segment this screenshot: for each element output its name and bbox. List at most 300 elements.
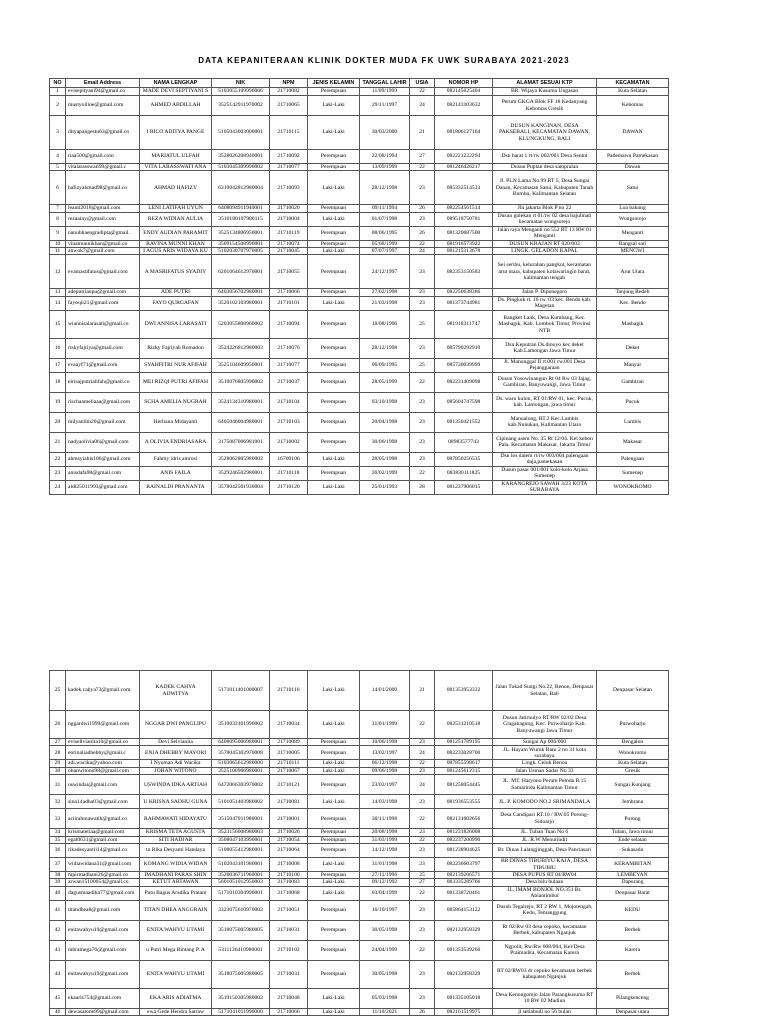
cell-nik: 3515047011980001 <box>212 809 270 829</box>
cell-no: 14 <box>50 296 66 310</box>
cell-no: 24 <box>50 480 66 494</box>
cell-nama: ewa Gede Hendra Satraw <box>140 1008 212 1015</box>
data-table-1 <box>49 78 669 495</box>
cell-no: 16 <box>50 338 66 358</box>
cell-usia: 25 <box>410 872 435 879</box>
cell-email: aldi25011993@gmail.com <box>66 480 140 494</box>
cell-nik: 3510076805990002 <box>212 372 270 392</box>
cell-nama: ENJA DHEBBY MAYORI <box>140 746 212 760</box>
cell-hp: 082254561514 <box>435 205 493 212</box>
cell-npm: 21710074 <box>270 240 308 247</box>
cell-nama: MADE DEVI SEPTIYANI S <box>140 88 212 96</box>
cell-usia: 24 <box>410 775 435 795</box>
cell-no: 46 <box>50 1008 66 1015</box>
cell-tgl: 13/02/1997 <box>360 746 410 760</box>
cell-kec: Tuban, Jawa timur <box>597 829 669 836</box>
cell-jk: Perempuan <box>308 809 360 829</box>
table-row <box>50 205 669 212</box>
cell-nik: 3520036711960001 <box>212 872 270 879</box>
cell-usia: 22 <box>410 760 435 767</box>
cell-npm: 21710104 <box>270 392 308 412</box>
cell-nama: KOMANG WIDIA WIDAN <box>140 858 212 872</box>
cell-no: 25 <box>50 671 66 711</box>
cell-alamat: Jl. Manunggal II rt.001 rw.001 Desa Pejanggaraan <box>493 358 597 372</box>
cell-npm: 21710066 <box>270 1008 308 1015</box>
cell-jk: Laki-Laki <box>308 988 360 1008</box>
cell-email: nadyaolivia06@gmail.com <box>66 432 140 452</box>
cell-email: widiawidana31@gmail.com <box>66 858 140 872</box>
cell-usia: 23 <box>410 412 435 432</box>
table-row <box>50 872 669 879</box>
cell-alamat: JL. IMAM BONJOL NO.351 Br. Abiantimbul <box>493 886 597 900</box>
cell-jk: Laki-Laki <box>308 212 360 226</box>
cell-email: rezaainy@gmail.com <box>66 212 140 226</box>
cell-kec: Sungai Kunjang <box>597 775 669 795</box>
cell-kec: MENGWI <box>597 248 669 255</box>
cell-hp: 082531210518 <box>435 711 493 739</box>
cell-usia: 22 <box>410 372 435 392</box>
cell-nama: I AGUS ARIS WIDAYA KU <box>140 248 212 255</box>
cell-hp: 087850256535 <box>435 452 493 466</box>
cell-usia: 24 <box>410 746 435 760</box>
cell-kec: Gresik <box>597 767 669 774</box>
cell-npm: 21710093 <box>270 171 308 205</box>
table-row <box>50 809 669 829</box>
cell-kec: Manyar <box>597 358 669 372</box>
cell-alamat: Dusun Puptan desa sampralan <box>493 164 597 171</box>
cell-nama: KADEK CAHYA ADWITYA <box>140 671 212 711</box>
cell-jk: Perempuan <box>308 289 360 296</box>
column-header: ALAMAT SESUAI KTP <box>493 79 597 88</box>
cell-nik: 3509154508990001 <box>212 240 270 247</box>
cell-nik: 6403056702980001 <box>212 289 270 296</box>
cell-npm: 21710026 <box>270 829 308 836</box>
cell-nama: ENITA WAHYU UTAMI <box>140 920 212 940</box>
cell-usia: 23 <box>410 920 435 940</box>
cell-nama: ENDY AUDIAN PARAMIT <box>140 226 212 240</box>
cell-tgl: 05/03/1998 <box>360 988 410 1008</box>
cell-email: wiannisalarasati@gmail.co <box>66 310 140 338</box>
cell-alamat: Jalan Usman Sadar No 33 <box>493 767 597 774</box>
cell-nama: RAINALDI PRANANTA <box>140 480 212 494</box>
cell-email: arwan15100054@gmail.co <box>66 879 140 886</box>
cell-npm: 21710089 <box>270 739 308 746</box>
table-row <box>50 226 669 240</box>
table-row <box>50 711 669 739</box>
cell-tgl: 21/03/1998 <box>360 296 410 310</box>
cell-no: 30 <box>50 767 66 774</box>
cell-nik: 6310042812980004 <box>212 171 270 205</box>
table-row <box>50 248 669 255</box>
cell-email: evamastifatus@gmail.com <box>66 255 140 289</box>
cell-kec: Pademawu Pamekasan <box>597 150 669 164</box>
cell-nik: 3525134806950001 <box>212 226 270 240</box>
cell-jk: Perempuan <box>308 920 360 940</box>
cell-jk: Laki-Laki <box>308 171 360 205</box>
cell-email: ekaaris754@gmail.com <box>66 988 140 1008</box>
cell-jk: Perempuan <box>308 829 360 836</box>
cell-tgl: 01/07/1998 <box>360 212 410 226</box>
cell-npm: 21710008 <box>270 858 308 872</box>
cell-nik: 3323075610970002 <box>212 900 270 920</box>
cell-nik: 3175087006981001 <box>212 432 270 452</box>
cell-jk: Laki-Laki <box>308 96 360 116</box>
cell-no: 4 <box>50 150 66 164</box>
cell-no: 7 <box>50 205 66 212</box>
cell-nama: Fahmy idris amrosi <box>140 452 212 466</box>
cell-no: 5 <box>50 164 66 171</box>
cell-alamat: DUSUN KRAJAN RT 020/003 <box>493 240 597 247</box>
cell-jk: Perempuan <box>308 836 360 843</box>
cell-jk: Laki-Laki <box>308 248 360 255</box>
cell-no: 1 <box>50 88 66 96</box>
cell-usia: 24 <box>410 96 435 116</box>
cell-email: rischaameliaaa@gmail.com <box>66 392 140 412</box>
cell-tgl: 31/01/1998 <box>360 858 410 872</box>
cell-no: 34 <box>50 829 66 836</box>
cell-no: 32 <box>50 795 66 809</box>
cell-nik: 5311136410980001 <box>212 940 270 960</box>
cell-tgl: 30/03/2000 <box>360 116 410 150</box>
cell-npm: 21710121 <box>270 775 308 795</box>
cell-alamat: Rt 02/Rw 03 desa cepoko, kecamatan Berbek, kabupaten Nganjuk <box>493 920 597 940</box>
table-row <box>50 240 669 247</box>
cell-email: ohanwitono98@gmail.com <box>66 767 140 774</box>
cell-alamat: Jl. PLN Lama No.99 RT 5, Desa Sungai Danau, Kecamatan Satui, Kabupaten Tanah Bumbu, Kalimantan Selatan <box>493 171 597 205</box>
cell-nama: AHMED ABDILLAH <box>140 96 212 116</box>
cell-no: 12 <box>50 255 66 289</box>
cell-nik: 5103045309990002 <box>212 164 270 171</box>
cell-alamat: Dusun Jatirnulyo RT/RW 02/02 Desa Glagahagung, Kec. Purwoharjo Kab. Banyuwangi Jawa Timur <box>493 711 597 739</box>
cell-tgl: 20/08/1998 <box>360 829 410 836</box>
cell-nik: 5171041011990000 <box>212 1008 270 1015</box>
cell-email: sina14adha03@gmail.com <box>66 795 140 809</box>
cell-alamat: Ds. Pingkuk rt. 16 rw. 03 kec. Bendo kab. Magetan <box>493 296 597 310</box>
cell-jk: Laki-Laki <box>308 760 360 767</box>
cell-email: krismatetiaa@gmail.com <box>66 829 140 836</box>
cell-npm: 21710065 <box>270 96 308 116</box>
cell-jk: Laki-Laki <box>308 886 360 900</box>
cell-tgl: 23/03/1997 <box>360 775 410 795</box>
cell-usia: 23 <box>410 289 435 296</box>
cell-alamat: Cipinang asem No. 35 Rt 12/04. Kel kebon Pala. Kecamatan Makasar. Jakarta Timur <box>493 432 597 452</box>
cell-hp: 082233028700 <box>435 746 493 760</box>
cell-hp: 081353539266 <box>435 940 493 960</box>
cell-no: 42 <box>50 920 66 940</box>
cell-alamat: Jalan P. Diponegoro <box>493 289 597 296</box>
cell-no: 29 <box>50 760 66 767</box>
cell-no: 13 <box>50 289 66 296</box>
cell-usia: 22 <box>410 809 435 829</box>
data-table-2 <box>49 670 669 1016</box>
cell-hp: 081806127164 <box>435 116 493 150</box>
cell-alamat: RT 02/RW03 dr cepoko kecamatan berbek kabupaten Nganjuk <box>493 960 597 988</box>
cell-hp: 081215313678 <box>435 248 493 255</box>
cell-tgl: 20/04/1998 <box>360 412 410 432</box>
cell-hp: 081338720461 <box>435 886 493 900</box>
column-header: NO <box>50 79 66 88</box>
column-header: Email Address <box>66 79 140 88</box>
cell-usia: 23 <box>410 795 435 809</box>
table-row <box>50 829 669 836</box>
cell-tgl: 14/01/2000 <box>360 671 410 711</box>
cell-kec: Wongsorejo <box>597 212 669 226</box>
cell-hp: 081335105018 <box>435 988 493 1008</box>
cell-usia: 25 <box>410 358 435 372</box>
table-row <box>50 116 669 150</box>
cell-jk: Perempuan <box>308 412 360 432</box>
cell-usia: 22 <box>410 88 435 96</box>
cell-nama: RAHMAWATI HIDAYATU <box>140 809 212 829</box>
cell-jk: Perempuan <box>308 88 360 96</box>
cell-kec: Tanjung Redeb <box>597 289 669 296</box>
cell-email: uswindai@gmail.com <box>66 775 140 795</box>
cell-tgl: 30/05/1998 <box>360 920 410 940</box>
cell-alamat: Sei seribu, kelurahan pangkut, kecamatan arut utara, kabupaten kotawaringin barat, kalimantan tengah <box>493 255 597 289</box>
cell-npm: 21710103 <box>270 412 308 432</box>
cell-kec: Berbek <box>597 920 669 940</box>
cell-jk: Perempuan <box>308 844 360 858</box>
cell-npm: 21710031 <box>270 960 308 988</box>
cell-email: rikadesyantii14@gmail.co <box>66 844 140 858</box>
cell-jk: Perempuan <box>308 739 360 746</box>
cell-nik: 3578045302970008 <box>212 746 270 760</box>
cell-nik: 3528062805980002 <box>212 452 270 466</box>
cell-email: mustyoiline@gmail.com <box>66 96 140 116</box>
cell-no: 33 <box>50 809 66 829</box>
cell-nama: I RICO ADITYA PANGE <box>140 116 212 150</box>
cell-npm: 21710083 <box>270 879 308 886</box>
cell-alamat: Dsn los dalem rt/rw 003/004 palengaan daja,pamekasan <box>493 452 597 466</box>
cell-nik: 3529246502980001 <box>212 466 270 480</box>
cell-tgl: 24/04/1999 <box>360 940 410 960</box>
cell-nik: 3520102103980001 <box>212 296 270 310</box>
column-header: JENIS KELAMIN <box>308 79 360 88</box>
table-row <box>50 960 669 988</box>
cell-jk: Laki-Laki <box>308 858 360 872</box>
cell-jk: Perempuan <box>308 775 360 795</box>
cell-alamat: Jln jakarta Blok P no 22 <box>493 205 597 212</box>
cell-nik: 3519150305980002 <box>212 988 270 1008</box>
cell-email: dagusmaadika77@gmail.com <box>66 886 140 900</box>
cell-nama: tu Rika Desyanti Handaya <box>140 844 212 858</box>
cell-nik: 5203055808960002 <box>212 310 270 338</box>
cell-npm: 21710082 <box>270 88 308 96</box>
cell-jk: Perempuan <box>308 358 360 372</box>
cell-npm: 21710076 <box>270 338 308 358</box>
cell-alamat: JL. R.W Menurindit <box>493 836 597 843</box>
cell-nama: SCHA AMELIA NUGRAH <box>140 392 212 412</box>
table-row <box>50 900 669 920</box>
cell-hp: 082237200990 <box>435 836 493 843</box>
cell-no: 18 <box>50 372 66 392</box>
cell-jk: Laki-Laki <box>308 480 360 494</box>
cell-email: vitalarasswati99@gmail.c <box>66 164 140 171</box>
cell-hp: 081251789195 <box>435 739 493 746</box>
cell-alamat: Bangket Lauk, Desa Kumbang, Kec. Masbagik, Kab. Lombok Timur, Provinsi NTB <box>493 310 597 338</box>
table-row <box>50 671 669 711</box>
cell-nik: 3523156008980003 <box>212 829 270 836</box>
cell-nik: 5103055109990006 <box>212 88 270 96</box>
cell-tgl: 10/06/1998 <box>360 739 410 746</box>
cell-tgl: 03/04/1999 <box>360 886 410 900</box>
cell-email: aciirahmawatih@gmail.co <box>66 809 140 829</box>
table-row <box>50 392 669 412</box>
cell-kec: Deket <box>597 338 669 358</box>
cell-alamat: DESA PUPUS RT 04/RW04 <box>493 872 597 879</box>
cell-no: 36 <box>50 844 66 858</box>
table-row <box>50 886 669 900</box>
cell-npm: 21710118 <box>270 466 308 480</box>
cell-hp: 08983577743 <box>435 432 493 452</box>
cell-nama: ANIS FAILA <box>140 466 212 480</box>
cell-alamat: Dusun pasar 001/001 kolo-kolo Arjasa Sumenep <box>493 466 597 480</box>
cell-no: 23 <box>50 466 66 480</box>
cell-jk: Laki-Laki <box>308 767 360 774</box>
cell-jk: Laki-Laki <box>308 1008 360 1015</box>
cell-npm: 21710077 <box>270 164 308 171</box>
cell-nik: 5102043101980001 <box>212 858 270 872</box>
cell-hp: 081936553555 <box>435 795 493 809</box>
cell-no: 17 <box>50 358 66 372</box>
cell-email: evisepityani94@gmail.co <box>66 88 140 96</box>
cell-npm: 21710094 <box>270 310 308 338</box>
cell-usia: 26 <box>410 226 435 240</box>
cell-alamat: Desa bilu bulaan <box>493 879 597 886</box>
cell-npm: 21710037 <box>270 372 308 392</box>
cell-tgl: 25/01/1993 <box>360 480 410 494</box>
cell-email: adi.wacika@yahoo.com <box>66 760 140 767</box>
cell-nik: 5101051403980002 <box>212 795 270 809</box>
cell-hp: 082353150583 <box>435 255 493 289</box>
cell-kec: LEMBEYAN <box>597 872 669 879</box>
cell-jk: Laki-Laki <box>308 296 360 310</box>
column-header: NPM <box>270 79 308 88</box>
cell-nama: Putu Bagus Aradika Pratam <box>140 886 212 900</box>
cell-alamat: JL. Tuban Tuan No 6 <box>493 829 597 836</box>
table-row <box>50 171 669 205</box>
cell-kec: Denpasar Selatan <box>597 671 669 711</box>
cell-tgl: 07/07/1997 <box>360 248 410 255</box>
cell-npm: 21710005 <box>270 746 308 760</box>
cell-kec: Kuta Selatan <box>597 88 669 96</box>
cell-email: dewasatone99@gmail.com <box>66 1008 140 1015</box>
cell-alamat: Desa Kenongorejo Jalan Parangkusuma RT 10 RW 02 Madiun <box>493 988 597 1008</box>
cell-nik: 5171011401000007 <box>212 671 270 711</box>
cell-tgl: 28/05/1999 <box>360 372 410 392</box>
cell-nik: 5171010304990001 <box>212 886 270 900</box>
cell-no: 8 <box>50 212 66 226</box>
cell-alamat: Dsn.Keputran Ds.dinoyo kec.deket Kab.Lamongan Jawa Timur <box>493 338 597 358</box>
cell-nama: u Putri Mega Bintang P. A <box>140 940 212 960</box>
cell-kec: Denpasar utara <box>597 1008 669 1015</box>
cell-kec: Jembrana <box>597 795 669 809</box>
cell-tgl: 09/12/1992 <box>360 879 410 886</box>
cell-alamat: Ngpolit, Rw/Rw 008/004, Kel/Desa Praimadita, Kecamatan Karera <box>493 940 597 960</box>
cell-usia: 22 <box>410 711 435 739</box>
cell-alamat: JL. P. KOMODO NO.2 SRIMANDALA <box>493 795 597 809</box>
cell-no: 22 <box>50 452 66 466</box>
cell-email: eirisajputrialifah@gmail.co <box>66 372 140 392</box>
cell-npm: 21710081 <box>270 795 308 809</box>
table-row <box>50 988 669 1008</box>
cell-no: 6 <box>50 171 66 205</box>
cell-jk: Perempuan <box>308 338 360 358</box>
cell-kec: Berbek <box>597 960 669 988</box>
cell-hp: 082236603797 <box>435 858 493 872</box>
cell-alamat: jl setiabudi no 56 bulan <box>493 1008 597 1015</box>
cell-email: anisdafa98@gmail.com <box>66 466 140 480</box>
cell-kec: Porong <box>597 809 669 829</box>
cell-kec: Satui <box>597 171 669 205</box>
cell-email: vinamunnikhan@gmail.co <box>66 240 140 247</box>
cell-usia: 23 <box>410 255 435 289</box>
cell-no: 28 <box>50 746 66 760</box>
cell-nama: REZA WIDIAN AULIA <box>140 212 212 226</box>
cell-no: 9 <box>50 226 66 240</box>
cell-alamat: LINGK. GELADON KAPAL <box>493 248 597 255</box>
cell-kec: Gambiran <box>597 372 669 392</box>
cell-hp: 081238904625 <box>435 844 493 858</box>
cell-kec: Dawan <box>597 164 669 171</box>
cell-usia: 21 <box>410 116 435 150</box>
cell-email: riaa500@gmail.com <box>66 150 140 164</box>
cell-usia: 27 <box>410 879 435 886</box>
cell-usia: 22 <box>410 164 435 171</box>
cell-nik: 5102030707970005 <box>212 248 270 255</box>
cell-tgl: 30/11/1998 <box>360 809 410 829</box>
cell-hp: 081916573922 <box>435 240 493 247</box>
table-row <box>50 358 669 372</box>
cell-alamat: Lingk. Celuk Benoa <box>493 760 597 767</box>
cell-jk: Perempuan <box>308 150 360 164</box>
cell-alamat: Jalan Tukad Sungi No.22, Renon, Denpasar Selatan, Bali <box>493 671 597 711</box>
cell-npm: 21710066 <box>270 289 308 296</box>
cell-kec: Loa bakung <box>597 205 669 212</box>
cell-no: 10 <box>50 240 66 247</box>
cell-tgl: 06/09/1995 <box>360 358 410 372</box>
cell-tgl: 08/06/1995 <box>360 226 410 240</box>
cell-email: evisellvianita10@gmail.co <box>66 739 140 746</box>
cell-npm: 21710110 <box>270 671 308 711</box>
cell-kec: Arut Utara <box>597 255 669 289</box>
cell-kec: Masbagik <box>597 310 669 338</box>
cell-alamat: Dsn barat 1 rt/rw 002/001 Desa Sentol <box>493 150 597 164</box>
cell-nama: KRISMA TETA AGUSTA <box>140 829 212 836</box>
cell-hp: 081237906015 <box>435 480 493 494</box>
cell-nik: 3508047103990001 <box>212 836 270 843</box>
cell-usia: 23 <box>410 829 435 836</box>
cell-kec: KEDU <box>597 900 669 920</box>
cell-nik: 3578042501930004 <box>212 480 270 494</box>
cell-no: 37 <box>50 858 66 872</box>
cell-nama: USWINDA IDKA ARTIAH <box>140 775 212 795</box>
cell-npm: 21710001 <box>270 809 308 829</box>
cell-no: 11 <box>50 248 66 255</box>
cell-tgl: 22/08/1994 <box>360 150 410 164</box>
cell-email: mpirmadhani26@gmail.co <box>66 872 140 879</box>
cell-alamat: KARANGREJO SAWAH 3/23 KOTA SURABAYA <box>493 480 597 494</box>
cell-usia: 23 <box>410 296 435 310</box>
cell-nik: 5601051012950003 <box>212 879 270 886</box>
cell-npm: 21710077 <box>270 358 308 372</box>
cell-npm: 21710102 <box>270 940 308 960</box>
table-row <box>50 795 669 809</box>
table-row <box>50 775 669 795</box>
cell-usia: 25 <box>410 310 435 338</box>
cell-kec: Dapurang <box>597 879 669 886</box>
cell-usia: 23 <box>410 392 435 412</box>
